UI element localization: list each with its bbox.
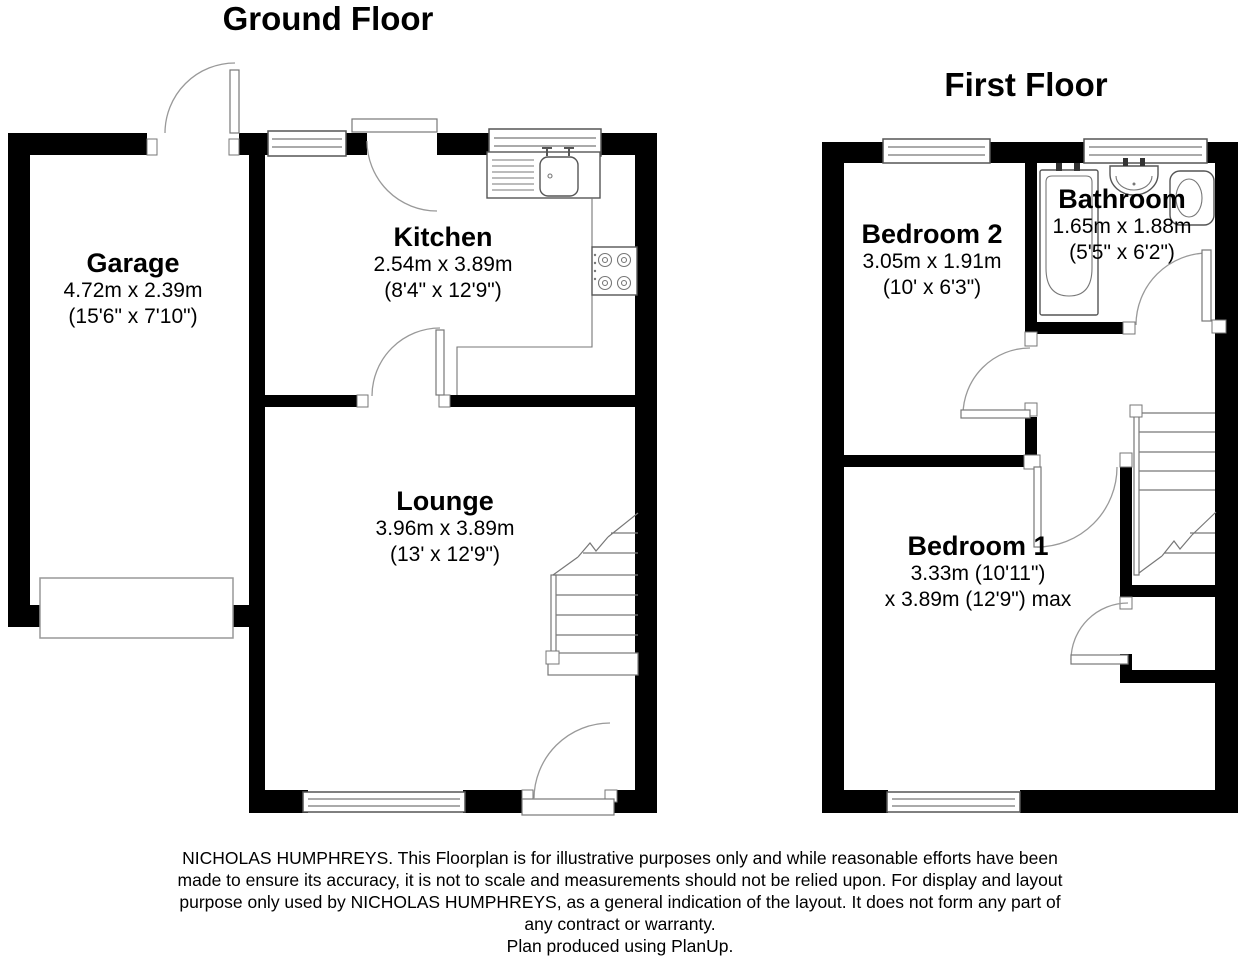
ground-floor-stairs — [546, 513, 638, 675]
hall-window — [268, 131, 346, 156]
bedroom2-imperial: (10' x 6'3") — [882, 276, 982, 299]
bathroom-window — [1084, 139, 1207, 163]
garage-door — [40, 578, 233, 638]
ground-floor-title: Ground Floor — [222, 0, 434, 37]
room-label-bedroom2 — [861, 219, 1002, 301]
lounge-window — [303, 792, 465, 812]
bedroom1-name: Bedroom 1 — [907, 531, 1049, 561]
disclaimer-line-4: any contract or warranty. — [524, 914, 716, 934]
lounge-metric: 3.96m x 3.89m — [375, 517, 515, 540]
disclaimer-line-2: made to ensure its accuracy, it is not to scale and measurements should not be relied upon. For display and layout — [177, 870, 1063, 890]
disclaimer-line-5: Plan produced using PlanUp. — [506, 936, 734, 956]
garage-name: Garage — [86, 248, 180, 278]
cupboard-door — [1071, 603, 1128, 664]
bathroom-name: Bathroom — [1058, 184, 1186, 214]
kitchen-metric: 2.54m x 3.89m — [373, 253, 513, 276]
kitchen-name: Kitchen — [393, 222, 493, 252]
bedroom2-window — [883, 139, 990, 163]
kitchen-sink-unit — [487, 148, 600, 198]
bedroom1-imperial: x 3.89m (12'9") max — [884, 588, 1072, 611]
garage-metric: 4.72m x 2.39m — [63, 279, 203, 302]
hob-icon — [592, 247, 637, 295]
bedroom1-window — [887, 792, 1020, 812]
ground-floor-walls — [8, 133, 657, 813]
room-label-kitchen — [374, 222, 513, 304]
kitchen-entry-door — [352, 119, 437, 211]
disclaimer-text — [0, 847, 1240, 957]
bedroom2-metric: 3.05m x 1.91m — [862, 250, 1002, 273]
kitchen-imperial: (8'4" x 12'9") — [384, 279, 502, 302]
room-label-garage — [64, 248, 203, 330]
room-label-bathroom — [1053, 184, 1192, 266]
lounge-name: Lounge — [396, 486, 494, 516]
bedroom2-name: Bedroom 2 — [861, 219, 1003, 249]
room-label-lounge — [376, 486, 515, 568]
ground-floor-plan — [8, 63, 657, 815]
bedroom2-door — [961, 348, 1030, 418]
disclaimer-line-3: purpose only used by NICHOLAS HUMPHREYS, as a general indication of the layout. It does not form any part of — [179, 892, 1061, 912]
first-floor-stairs — [1130, 405, 1216, 575]
bedroom1-metric: 3.33m (10'11") — [910, 562, 1046, 585]
bathroom-metric: 1.65m x 1.88m — [1052, 215, 1192, 238]
kitchen-lounge-door — [372, 328, 444, 396]
first-floor-title: First Floor — [944, 66, 1108, 103]
garage-imperial: (15'6" x 7'10") — [68, 305, 198, 328]
lounge-imperial: (13' x 12'9") — [389, 543, 501, 566]
garage-entry-door — [165, 63, 239, 133]
sink-bowl-icon — [540, 157, 578, 196]
front-door — [522, 723, 614, 815]
disclaimer-line-1: NICHOLAS HUMPHREYS. This Floorplan is for illustrative purposes only and while reasonable efforts have been — [182, 848, 1058, 868]
bathroom-imperial: (5'5" x 6'2") — [1069, 241, 1175, 264]
room-label-bedroom1 — [885, 531, 1072, 613]
